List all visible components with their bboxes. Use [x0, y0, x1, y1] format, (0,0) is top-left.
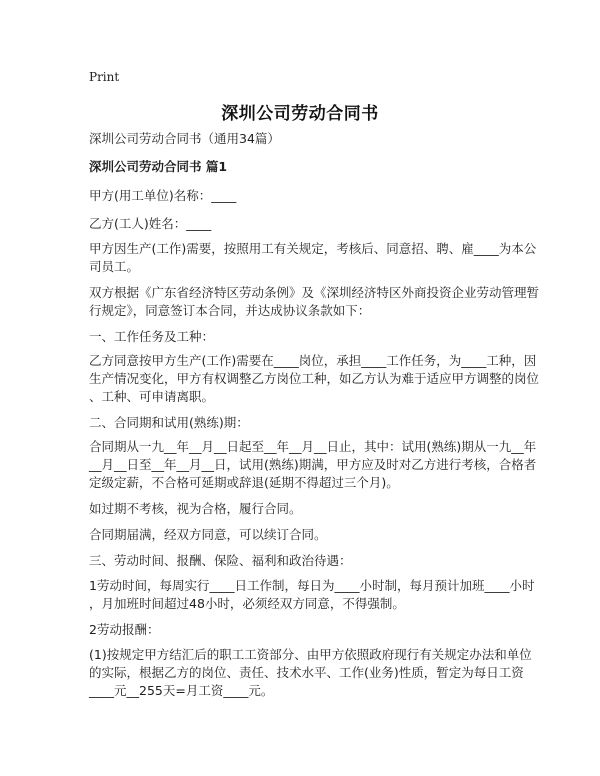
paragraph-line: 的实际，根据乙方的岗位、责任、技术水平、工作(业务)性质，暂定为每日工资 — [89, 665, 524, 680]
paragraph-line: 行规定》，同意签订本合同，并达成协议条款如下： — [89, 303, 371, 318]
paragraph-line: 定级定薪，不合格可延期或辞退(延期不得超过三个月)。 — [89, 475, 399, 490]
paragraph-line: 如过期不考核，视为合格，履行合同。 — [89, 501, 302, 516]
paragraph-employer-name: 甲方(用工单位)名称：____ — [89, 188, 237, 203]
paragraph-line: __月__日至__年__月__日，试用(熟练)期满，甲方应及时对乙方进行考核，合格者 — [89, 457, 537, 472]
paragraph-line: 乙方同意按甲方生产(工作)需要在____岗位，承担____工作任务，为____工种，因 — [89, 353, 537, 368]
paragraph-line: 甲方因生产(工作)需要，按照用工有关规定，考核后、同意招、聘、雇____为本公 — [89, 241, 537, 256]
paragraph-line: 合同期届满，经双方同意，可以续订合同。 — [89, 527, 327, 542]
clause-heading-contract-period: 二、合同期和试用(熟练)期： — [89, 415, 249, 430]
paragraph-line: (1)按规定甲方结汇后的职工工资部分、由甲方依照政府现行有关规定办法和单位 — [89, 647, 532, 662]
paragraph-line: 1劳动时间，每周实行____日工作制，每日为____小时制，每月预计加班____小时 — [89, 578, 535, 593]
clause-heading-working-hours: 三、劳动时间、报酬、保险、福利和政治待遇： — [89, 553, 352, 568]
paragraph-line: 司员工。 — [89, 259, 140, 274]
clause-heading-work-task: 一、工作任务及工种： — [89, 329, 215, 344]
section-heading: 深圳公司劳动合同书 篇1 — [89, 159, 228, 174]
paragraph-line: 合同期从一九__年__月__日起至__年__月__日止，其中：试用(熟练)期从一九__年 — [89, 439, 537, 454]
paragraph-line: ，月加班时间超过48小时，必须经双方同意，不得强制。 — [89, 596, 405, 611]
paragraph-line: 生产情况变化，甲方有权调整乙方岗位工种，如乙方认为难于适应甲方调整的岗位 — [89, 371, 540, 386]
document-title: 深圳公司劳动合同书 — [221, 104, 379, 124]
clause-heading-pay: 2劳动报酬： — [89, 622, 160, 637]
paragraph-worker-name: 乙方(工人)姓名：____ — [89, 216, 212, 231]
print-label[interactable]: Print — [89, 70, 120, 84]
paragraph-line: 双方根据《广东省经济特区劳动条例》及《深圳经济特区外商投资企业劳动管理暂 — [89, 285, 540, 300]
document-subtitle: 深圳公司劳动合同书（通用34篇） — [89, 131, 280, 146]
paragraph-line: ____元__255天=月工资____元。 — [89, 683, 274, 698]
paragraph-line: 、工种、可申请离职。 — [89, 389, 215, 404]
